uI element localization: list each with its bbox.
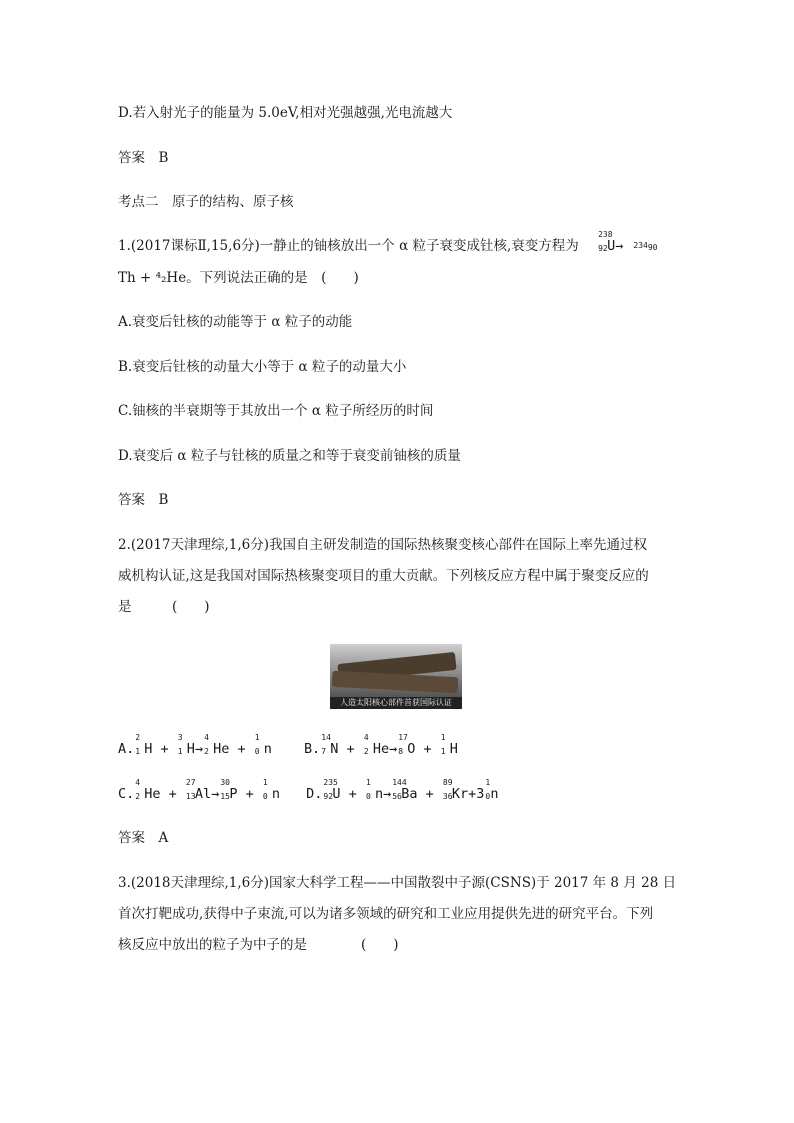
prev-answer: 答案 B	[118, 150, 169, 166]
q1-option-b: B.衰变后钍核的动量大小等于 α 粒子的动量大小	[118, 359, 407, 375]
photo-caption: 人造太阳核心部件首获国际认证	[330, 697, 462, 709]
q3-stem-line2: 首次打靶成功,获得中子束流,可以为诸多领域的研究和工业应用提供先进的研究平台。下列	[118, 906, 654, 922]
q2-options-cd	[118, 778, 499, 803]
q2-stem-line1: 2.(2017天津理综,1,6分)我国自主研发制造的国际热核聚变核心部件在国际上率先通过权	[118, 537, 648, 553]
q2-stem-line2: 威机构认证,这是我国对国际热核聚变项目的重大贡献。下列核反应方程中属于聚变反应的	[118, 568, 649, 584]
q1-option-d: D.衰变后 α 粒子与钍核的质量之和等于衰变前铀核的质量	[118, 448, 461, 464]
q2-answer: 答案 A	[118, 830, 169, 846]
q2-stem-line3: 是 ( )	[118, 599, 210, 615]
q3-stem-line1: 3.(2018天津理综,1,6分)国家大科学工程——中国散裂中子源(CSNS)于 2017 年 8 月 28 日	[118, 875, 677, 891]
q1-option-a: A.衰变后钍核的动能等于 α 粒子的动能	[118, 314, 353, 330]
q1-option-c: C.铀核的半衰期等于其放出一个 α 粒子所经历的时间	[118, 403, 434, 419]
q3-stem-line3: 核反应中放出的粒子为中子的是 ( )	[118, 937, 399, 953]
q1-stem-line1: 1.(2017课标Ⅱ,15,6分)一静止的铀核放出一个 α 粒子衰变成钍核,衰变方程为	[118, 238, 579, 254]
q2-option-d: D. 235 92 U + 1 0 n→ 144 56 Ba + 89 36 Kr+3 1 0 n	[306, 778, 499, 802]
q2-option-b: B. 14 7 N + 4 2 He→ 17 8 O + 1 1 H	[304, 733, 458, 757]
q1-decay-equation: 238 92 U→ 23490	[598, 230, 658, 254]
q2-option-a: A. 2 1 H + 3 1 H→ 4 2 He + 1 0 n	[118, 733, 272, 757]
q1-stem	[118, 230, 658, 257]
prev-option-d: D.若入射光子的能量为 5.0eV,相对光强越强,光电流越大	[118, 105, 453, 121]
q2-options-ab	[118, 733, 458, 758]
fusion-component-photo	[330, 644, 462, 709]
q1-answer: 答案 B	[118, 492, 169, 508]
section-title: 考点二 原子的结构、原子核	[118, 194, 294, 210]
q1-stem-line2: Th + ⁴₂He。下列说法正确的是 ( )	[118, 270, 359, 286]
q2-option-c: C. 4 2 He + 27 13 Al→ 30 15 P + 1 0 n	[118, 778, 280, 802]
